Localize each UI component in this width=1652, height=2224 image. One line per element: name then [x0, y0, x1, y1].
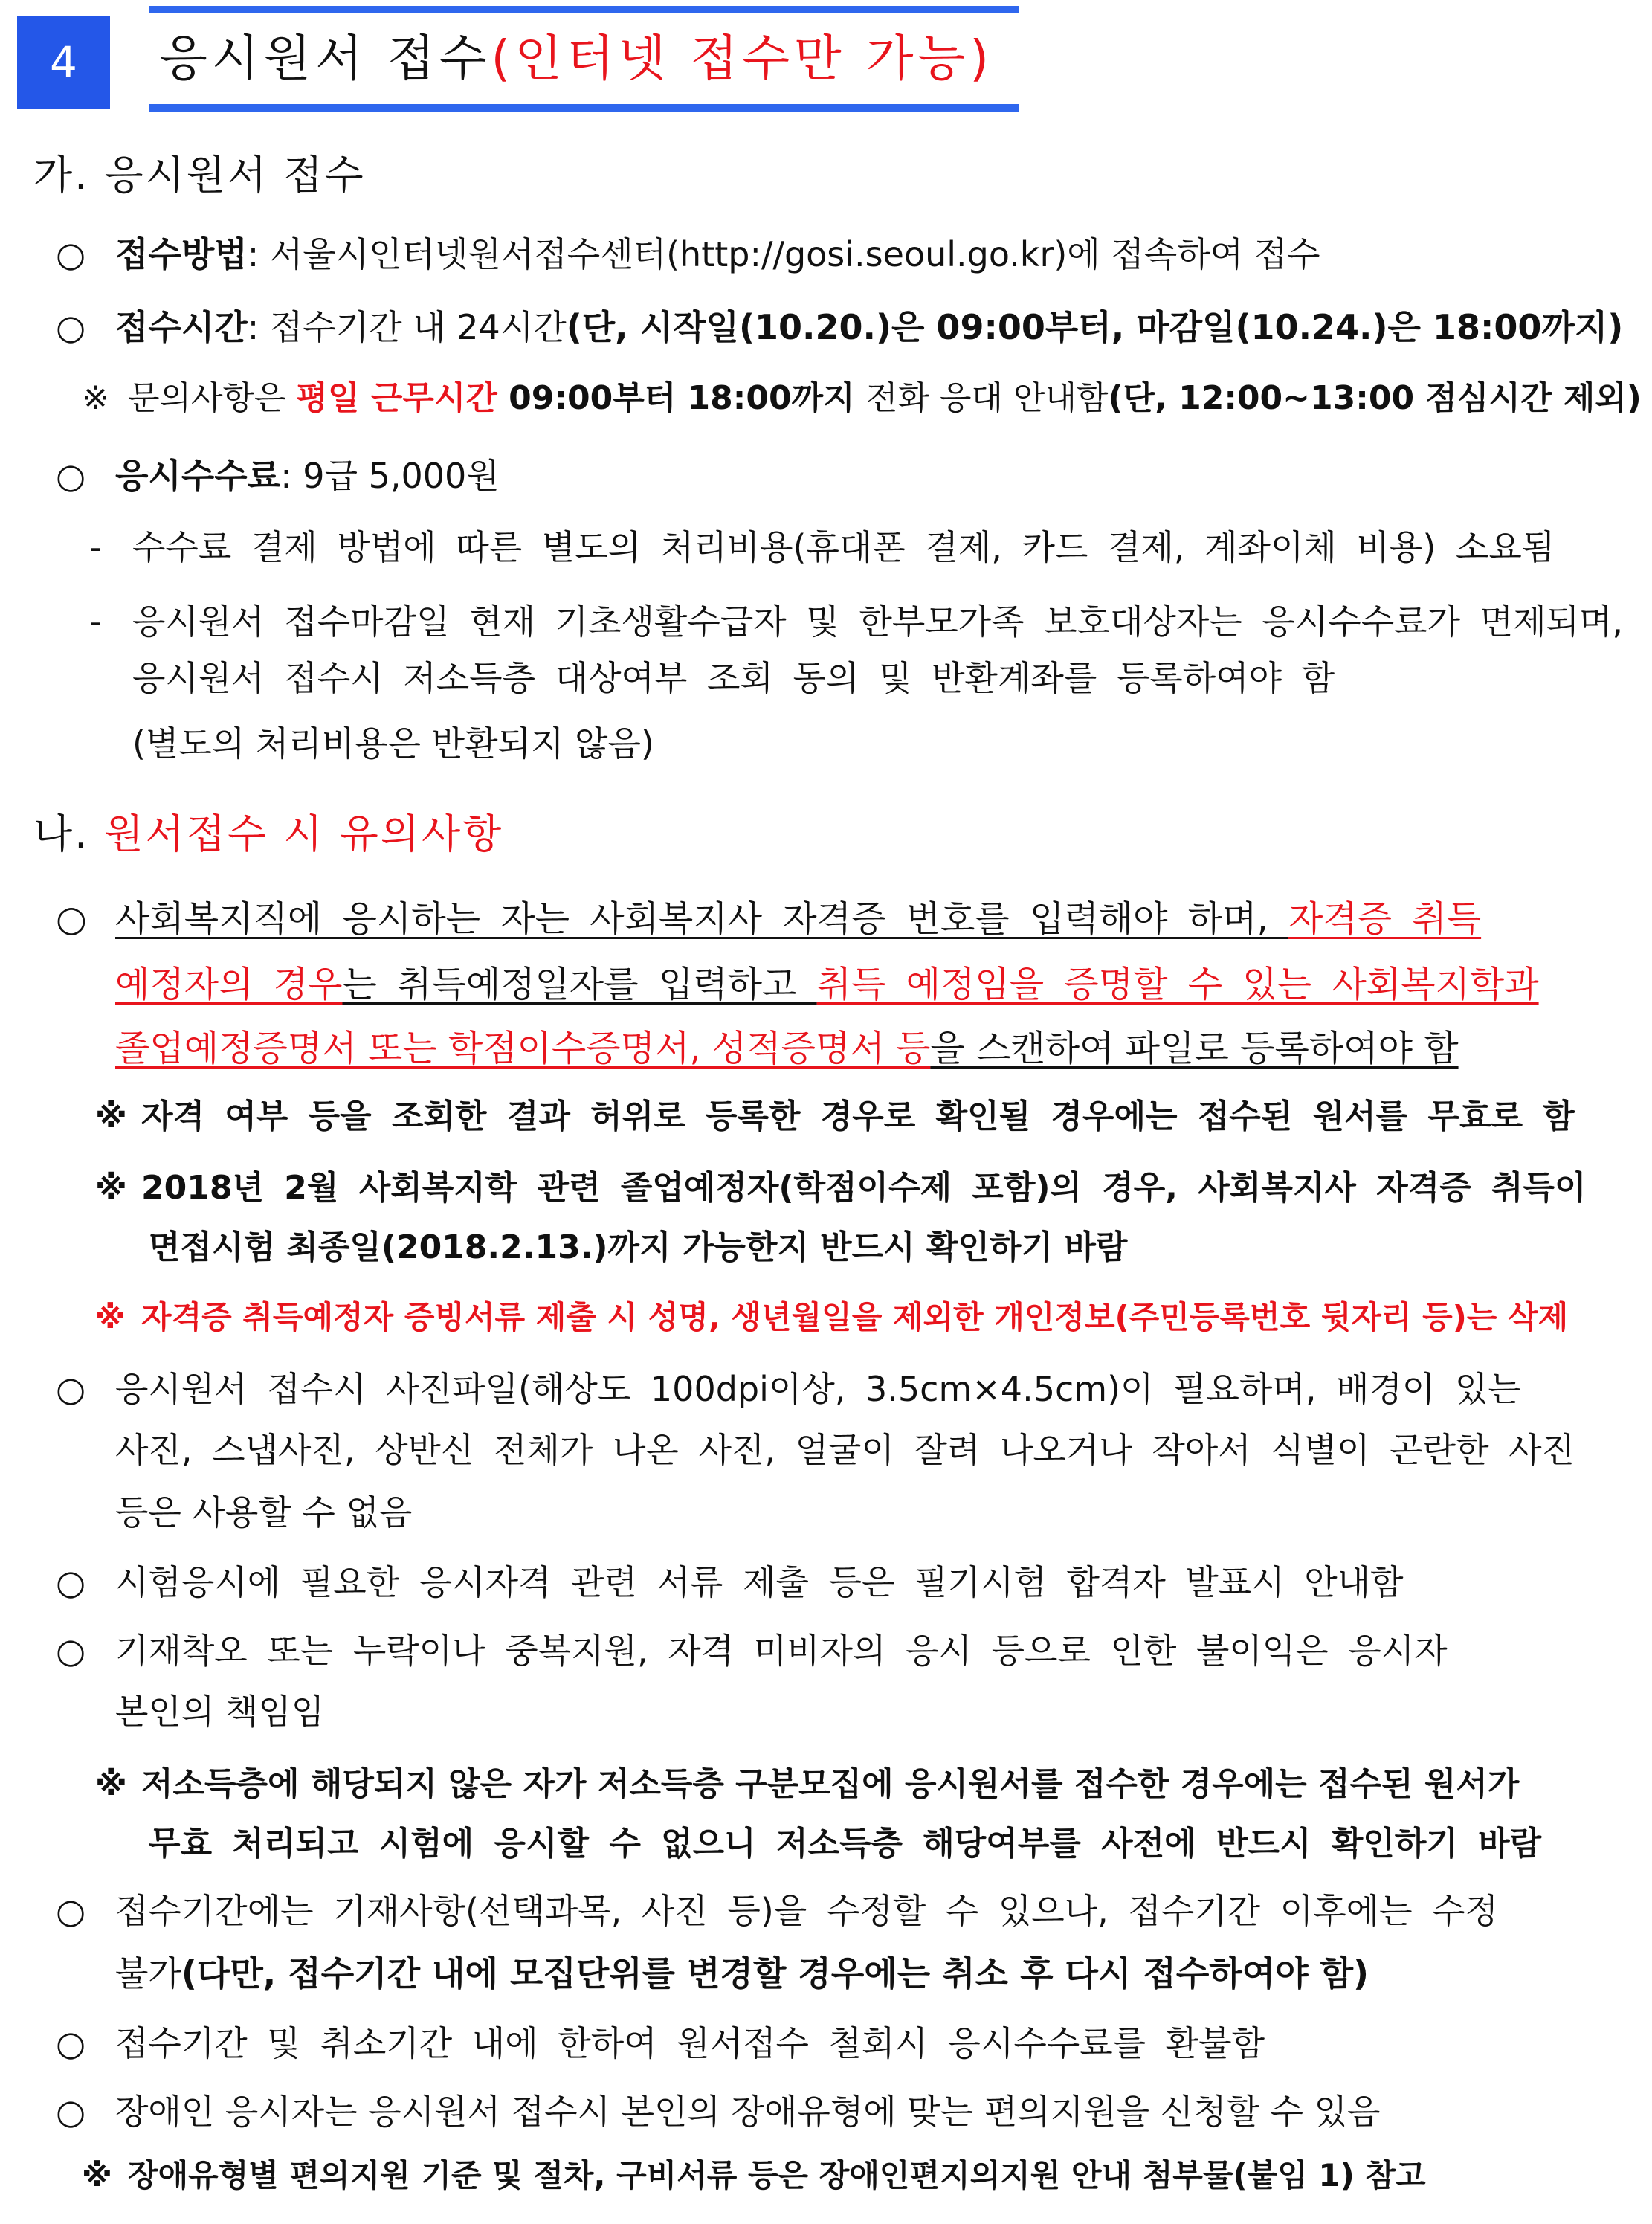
photo-text-1: 응시원서 접수시 사진파일(해상도 100dpi이상, 3.5cm×4.5cm)이 필요하며, 배경이 있는	[115, 1369, 1521, 1409]
section-na-heading	[33, 812, 503, 857]
disabled-note	[82, 2153, 1426, 2198]
note-1	[95, 1095, 1575, 1139]
note-2	[95, 1166, 1587, 1211]
inquiry-text-1: 문의사항은	[128, 379, 297, 417]
inquiry-text-2: 전화 응대 안내함	[865, 379, 1109, 417]
header-bottom-rule	[149, 104, 1019, 112]
docs-text: 시험응시에 필요한 응시자격 관련 서류 제출 등은 필기시험 합격자 발표시 안내함	[115, 1562, 1404, 1602]
dash-bullet: -	[89, 527, 102, 567]
circle-bullet: ○	[56, 1631, 86, 1671]
edit-text-1: 접수기간에는 기재사항(선택과목, 사진 등)을 수정할 수 있으나, 접수기간 이후에는 수정	[115, 1891, 1498, 1931]
sw-item-cont-1	[115, 962, 1539, 1007]
fee-dash-2-cont: 응시원서 접수시 저소득층 대상여부 조회 동의 및 반환계좌를 등록하여야 함	[132, 658, 1335, 698]
method-text: : 서울시인터넷원서접수센터(http://gosi.seoul.go.kr)에 접속하여 접수	[247, 234, 1320, 274]
circle-bullet: ○	[56, 234, 86, 274]
refund-item	[56, 2021, 1265, 2066]
note-2-text-a: 2018년 2월 사회복지학 관련 졸업예정자(학점이수제 포함)의 경우, 사회복지사 자격증 취득이	[141, 1169, 1587, 1207]
edit-item-cont	[115, 1951, 1369, 1996]
fee-label: 응시수수료	[115, 456, 281, 496]
photo-item-cont-1: 사진, 스냅사진, 상반신 전체가 나온 사진, 얼굴이 잘려 나오거나 작아서 식별이 곤란한 사진	[115, 1430, 1575, 1470]
inquiry-note	[82, 376, 1642, 421]
circle-bullet: ○	[56, 1369, 86, 1409]
note-3	[95, 1295, 1568, 1340]
refund-text: 접수기간 및 취소기간 내에 한하여 원서접수 철회시 응시수수료를 환불함	[115, 2023, 1265, 2063]
reference-mark: ※	[95, 1765, 127, 1803]
circle-bullet: ○	[56, 898, 87, 940]
low-income-note	[95, 1762, 1519, 1807]
section-number: 4	[50, 37, 77, 88]
photo-item-cont-2: 등은 사용할 수 없음	[115, 1492, 413, 1532]
low-income-text-1: 저소득층에 해당되지 않은 자가 저소득층 구분모집에 응시원서를 접수한 경우에는 접수된 원서가	[141, 1765, 1520, 1803]
circle-bullet: ○	[56, 1891, 86, 1931]
reference-mark: ※	[82, 2157, 112, 2194]
fee-dash-2-cont-2: (별도의 처리비용은 반환되지 않음)	[132, 723, 654, 764]
section-na-prefix: 나.	[33, 810, 105, 857]
sw-text-1a: 사회복지직에 응시하는 자는 사회복지사 자격증 번호를 입력해야 하며,	[115, 898, 1288, 940]
circle-bullet: ○	[56, 2023, 86, 2063]
circle-bullet: ○	[56, 2092, 86, 2132]
section-na-title: 원서접수 시 유의사항	[104, 810, 504, 857]
circle-bullet: ○	[56, 307, 86, 347]
reference-mark: ※	[95, 1098, 127, 1135]
inquiry-time: 09:00부터 18:00까지	[497, 379, 866, 417]
title-main: 응시원서 접수	[160, 30, 491, 87]
inquiry-hours: 평일 근무시간	[296, 379, 497, 417]
error-text-1: 기재착오 또는 누락이나 중복지원, 자격 미비자의 응시 등으로 인한 불이익은 응시자	[115, 1631, 1448, 1671]
fee-dash-1	[89, 525, 1555, 570]
fee-dash-2-text-a: 응시원서 접수마감일 현재 기초생활수급자 및 한부모가족 보호대상자는 응시수수료가 면제되며,	[132, 602, 1624, 642]
fee-text: : 9급 5,000원	[280, 456, 500, 496]
method-label: 접수방법	[115, 234, 248, 274]
note-3-text: 자격증 취득예정자 증빙서류 제출 시 성명, 생년월일을 제외한 개인정보(주민등록번호 뒷자리 등)는 삭제	[141, 1299, 1569, 1335]
disabled-note-text: 장애유형별 편의지원 기준 및 절차, 구비서류 등은 장애인편지의지원 안내 첨부물(붙임 1) 참고	[128, 2157, 1426, 2194]
dash-bullet: -	[89, 602, 102, 642]
method-item	[56, 232, 1320, 277]
section-ga-heading: 가. 응시원서 접수	[33, 152, 366, 199]
circle-bullet: ○	[56, 456, 86, 496]
title-note: (인터넷 접수만 가능)	[491, 30, 994, 87]
low-income-note-cont: 무효 처리되고 시험에 응시할 수 없으니 저소득층 해당여부를 사전에 반드시 확인하기 바람	[149, 1825, 1542, 1863]
note-2-cont: 면접시험 최종일(2018.2.13.)까지 가능한지 반드시 확인하기 바람	[149, 1228, 1128, 1266]
sw-text-1b: 자격증 취득	[1288, 898, 1482, 940]
section-number-badge	[17, 16, 110, 109]
reference-mark: ※	[82, 379, 109, 417]
sw-text-3a: 졸업예정증명서 또는 학점이수증명서, 성적증명서 등	[115, 1028, 931, 1069]
error-item-cont: 본인의 책임임	[115, 1692, 325, 1732]
time-detail: (단, 시작일(10.20.)은 09:00부터, 마감일(10.24.)은 18:00까지)	[566, 307, 1624, 347]
header-top-rule	[149, 6, 1019, 13]
reference-mark: ※	[95, 1169, 127, 1207]
disabled-item	[56, 2089, 1380, 2134]
sw-text-3b: 을 스캔하여 파일로 등록하여야 함	[930, 1028, 1459, 1069]
time-text: : 접수기간 내 24시간	[247, 307, 567, 347]
inquiry-exception: (단, 12:00~13:00 점심시간 제외)	[1108, 379, 1642, 417]
fee-dash-1-text: 수수료 결제 방법에 따른 별도의 처리비용(휴대폰 결제, 카드 결제, 계좌이체 비용) 소요됨	[132, 527, 1555, 567]
edit-item	[56, 1889, 1498, 1933]
sw-text-2b: 는 취득예정일자를 입력하고	[342, 964, 817, 1005]
fee-item	[56, 454, 500, 498]
sw-item-cont-2	[115, 1026, 1459, 1071]
sw-text-2c: 취득 예정임을 증명할 수 있는 사회복지학과	[816, 964, 1539, 1005]
fee-dash-2	[89, 599, 1623, 644]
docs-item	[56, 1560, 1404, 1605]
edit-text-2a: 불가	[115, 1953, 181, 1993]
time-item	[56, 305, 1623, 349]
error-item	[56, 1628, 1448, 1673]
time-label: 접수시간	[115, 307, 248, 347]
note-1-text: 자격 여부 등을 조회한 결과 허위로 등록한 경우로 확인될 경우에는 접수된 원서를 무효로 함	[141, 1098, 1575, 1135]
page-title	[160, 25, 993, 92]
reference-mark: ※	[95, 1299, 126, 1335]
disabled-text: 장애인 응시자는 응시원서 접수시 본인의 장애유형에 맞는 편의지원을 신청할 수 있음	[115, 2092, 1381, 2132]
photo-item	[56, 1367, 1521, 1411]
sw-item	[56, 897, 1481, 941]
circle-bullet: ○	[56, 1562, 86, 1602]
edit-text-2b: (다만, 접수기간 내에 모집단위를 변경할 경우에는 취소 후 다시 접수하여야 함)	[181, 1953, 1369, 1993]
sw-text-2a: 예정자의 경우	[115, 964, 343, 1005]
